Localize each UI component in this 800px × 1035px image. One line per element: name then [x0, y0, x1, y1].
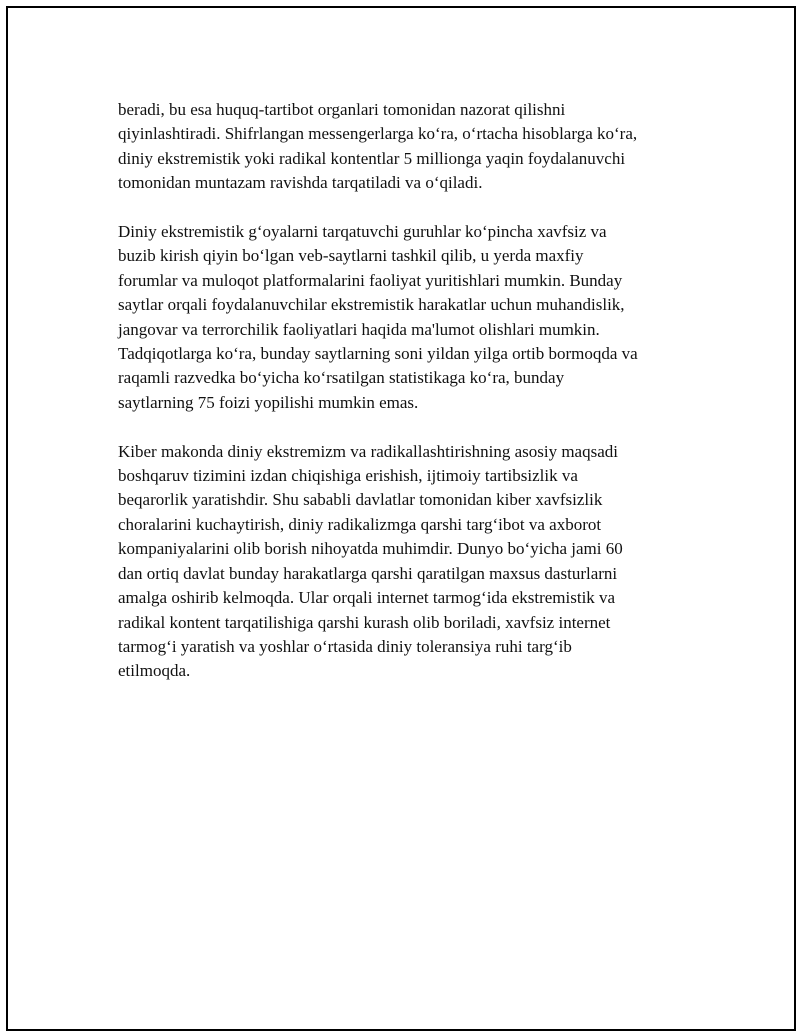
text-line: tomonidan muntazam ravishda tarqatiladi va o‘qiladi.	[118, 173, 483, 193]
paragraph-2	[118, 220, 698, 415]
text-line: diniy ekstremistik yoki radikal kontentlar 5 millionga yaqin foydalanuvchi	[118, 148, 626, 168]
text-line: jangovar va terrorchilik faoliyatlari haqida ma'lumot olishlari mumkin.	[118, 319, 600, 339]
document-body	[118, 98, 698, 708]
text-line: beqarorlik yaratishdir. Shu sababli davlatlar tomonidan kiber xavfsizlik	[118, 490, 603, 510]
text-line: buzib kirish qiyin bo‘lgan veb-saytlarni tashkil qilib, u yerda maxfiy	[118, 246, 584, 266]
text-line: raqamli razvedka bo‘yicha ko‘rsatilgan statistikaga ko‘ra, bunday	[118, 368, 565, 388]
text-line: Kiber makonda diniy ekstremizm va radikallashtirishning asosiy maqsadi	[118, 441, 618, 461]
text-line: saytlar orqali foydalanuvchilar ekstremistik harakatlar uchun muhandislik,	[118, 295, 625, 315]
text-line: choralarini kuchaytirish, diniy radikalizmga qarshi targ‘ibot va axborot	[118, 514, 602, 534]
text-line: etilmoqda.	[118, 661, 191, 681]
text-line: saytlarning 75 foizi yopilishi mumkin emas.	[118, 392, 419, 412]
text-line: boshqaruv tizimini izdan chiqishiga erishish, ijtimoiy tartibsizlik va	[118, 466, 578, 486]
document-page	[6, 6, 796, 1031]
text-line: dan ortiq davlat bunday harakatlarga qarshi qaratilgan maxsus dasturlarni	[118, 563, 618, 583]
text-line: qiyinlashtiradi. Shifrlangan messengerlarga ko‘ra, o‘rtacha hisoblarga ko‘ra,	[118, 124, 638, 144]
text-line: Diniy ekstremistik g‘oyalarni tarqatuvchi guruhlar ko‘pincha xavfsiz va	[118, 222, 607, 242]
text-line: amalga oshirib kelmoqda. Ular orqali internet tarmog‘ida ekstremistik va	[118, 588, 616, 608]
text-line: kompaniyalarini olib borish nihoyatda muhimdir. Dunyo bo‘yicha jami 60	[118, 539, 623, 559]
text-line: Tadqiqotlarga ko‘ra, bunday saytlarning soni yildan yilga ortib bormoqda va	[118, 344, 638, 364]
text-line: radikal kontent tarqatilishiga qarshi kurash olib boriladi, xavfsiz internet	[118, 612, 611, 632]
paragraph-3	[118, 440, 698, 684]
text-line: tarmog‘i yaratish va yoshlar o‘rtasida diniy toleransiya ruhi targ‘ib	[118, 636, 572, 656]
text-line: forumlar va muloqot platformalarini faoliyat yuritishlari mumkin. Bunday	[118, 270, 623, 290]
paragraph-1	[118, 98, 698, 196]
text-line: beradi, bu esa huquq-tartibot organlari tomonidan nazorat qilishni	[118, 100, 566, 119]
